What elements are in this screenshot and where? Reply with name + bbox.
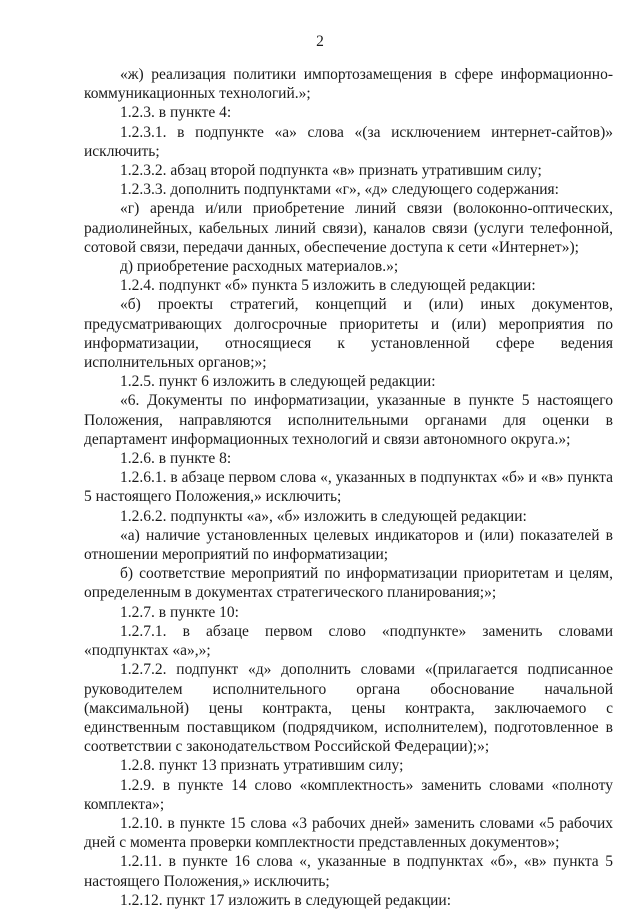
paragraph: 1.2.6.2. подпункты «а», «б» изложить в следующей редакции: (120, 507, 527, 525)
paragraph: 1.2.12. пункт 17 изложить в следующей редакции: (120, 891, 452, 909)
paragraph: 1.2.9. в пункте 14 слово «комплектность» заменить словами «полноту комплекта»; (84, 776, 613, 813)
paragraph: 1.2.8. пункт 13 признать утратившим силу; (120, 757, 404, 775)
paragraph: «б) проекты стратегий, концепций и (или) иных документов, предусматривающих долгосрочные приоритеты и (или) мероприятия по информатизации, относящиеся к установленной сфере ведения исполнительных органов;»; (84, 296, 613, 372)
paragraph: 1.2.3.1. в подпункте «а» слова «(за исключением интернет-сайтов)» исключить; (84, 123, 613, 160)
paragraph: 1.2.7.2. подпункт «д» дополнить словами «(прилагается подписанное руководителем исполнительного органа обоснование начальной (максимальной) цены контракта, цены контракта, заключаемого с единственным поставщиком (подрядчиком, исполнителем), подготовленное в соответствии с законодательством Российской Федерации);»; (84, 661, 613, 756)
paragraph: 1.2.6. в пункте 8: (120, 450, 232, 468)
paragraph: «6. Документы по информатизации, указанные в пункте 5 настоящего Положения, направляются исполнительными органами для оценки в департамент информационных технологий и связи автономного округа.»; (84, 392, 613, 448)
paragraph: 1.2.7. в пункте 10: (120, 603, 239, 621)
page-number: 2 (316, 33, 324, 50)
paragraph: 1.2.5. пункт 6 изложить в следующей редакции: (120, 373, 436, 391)
paragraph: 1.2.3. в пункте 4: (120, 104, 232, 122)
paragraph: д) приобретение расходных материалов.»; (120, 258, 399, 276)
paragraph: «г) аренда и/или приобретение линий связи (волоконно-оптических, радиолинейных, кабельных линий связи), каналов связи (услуги телефонной, сотовой связи, передачи данных, обеспечение доступа к сети «Интернет»); (84, 200, 613, 256)
paragraph: 1.2.6.1. в абзаце первом слова «, указанных в подпунктах «б» и «в» пункта 5 настоящего Положения,» исключить; (84, 469, 613, 506)
paragraph: 1.2.10. в пункте 15 слова «3 рабочих дней» заменить словами «5 рабочих дней с момента проверки комплектности представленных документов»; (84, 814, 613, 852)
paragraph: 1.2.3.3. дополнить подпунктами «г», «д» следующего содержания: (120, 181, 559, 199)
paragraph: 1.2.4. подпункт «б» пункта 5 изложить в следующей редакции: (120, 277, 536, 295)
paragraph: 1.2.3.2. абзац второй подпункта «в» признать утратившим силу; (120, 162, 542, 180)
paragraph: «ж) реализация политики импортозамещения в сфере информационно-коммуникационных технологий.»; (84, 66, 613, 103)
document-body (84, 65, 613, 910)
paragraph: 1.2.11. в пункте 16 слова «, указанные в подпунктах «б», «в» пункта 5 настоящего Положения,» исключить; (84, 853, 613, 890)
paragraph: б) соответствие мероприятий по информатизации приоритетам и целям, определенным в документах стратегического планирования;»; (84, 565, 613, 602)
paragraph: 1.2.7.1. в абзаце первом слово «подпункте» заменить словами «подпунктах «а»,»; (84, 622, 613, 660)
paragraph: «а) наличие установленных целевых индикаторов и (или) показателей в отношении мероприятий по информатизации; (84, 526, 613, 564)
